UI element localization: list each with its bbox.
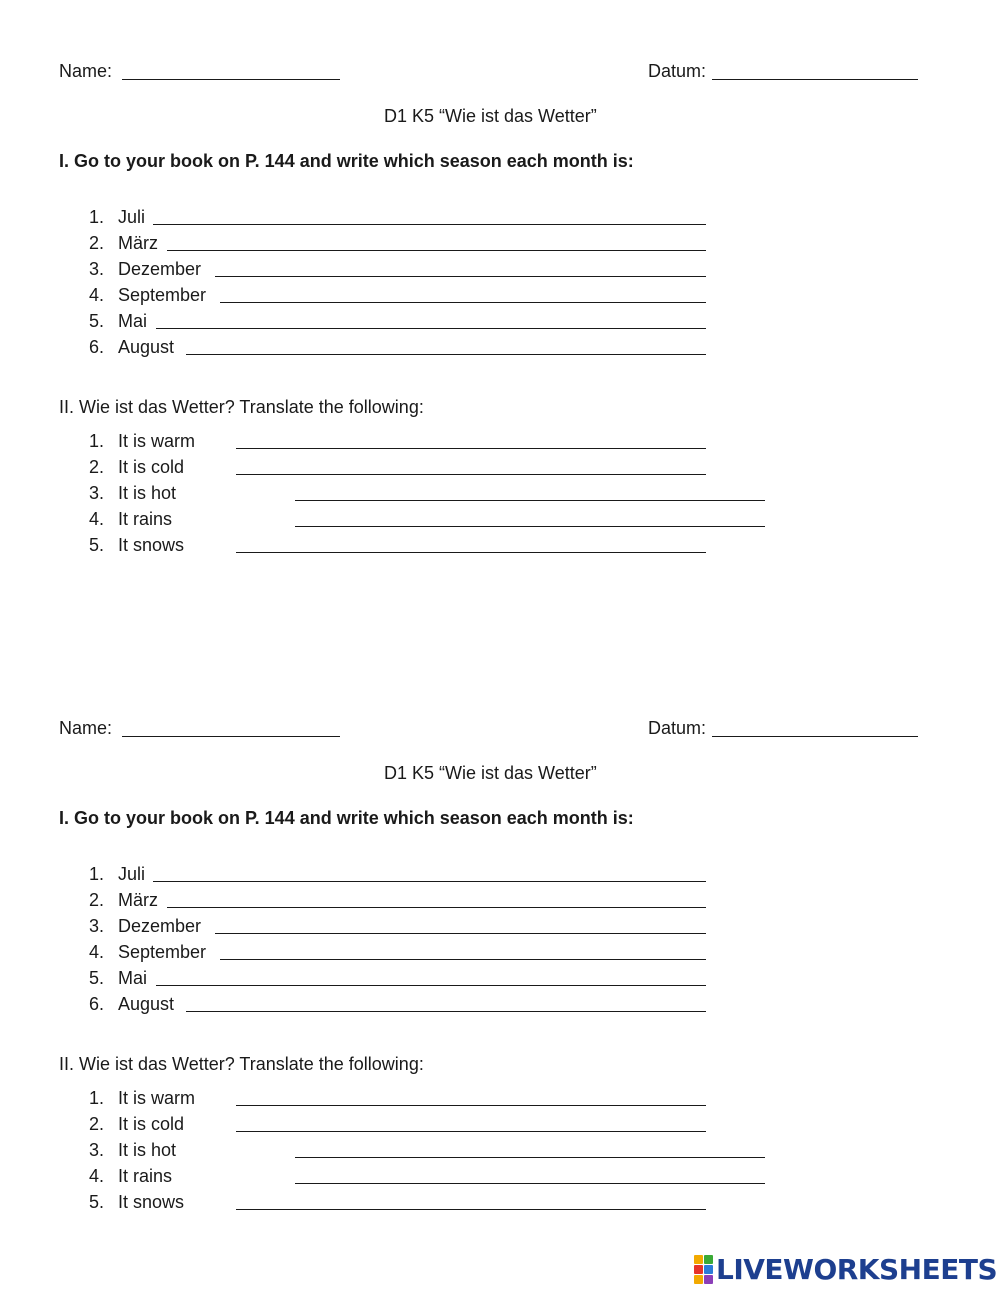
answer-line[interactable] <box>186 354 706 355</box>
phrase-label: It rains <box>118 509 173 529</box>
answer-line[interactable] <box>220 302 706 303</box>
month-label: Mai <box>118 311 148 331</box>
logo-tile <box>694 1275 703 1284</box>
list-number: 1. <box>88 1088 104 1108</box>
list-number: 5. <box>88 311 104 331</box>
name-input-line[interactable] <box>122 736 340 737</box>
month-label: August <box>118 994 175 1014</box>
phrase-label: It is hot <box>118 483 177 503</box>
month-label: März <box>118 890 158 910</box>
phrase-label: It snows <box>118 535 185 555</box>
phrase-label: It rains <box>118 1166 173 1186</box>
phrase-label: It is warm <box>118 431 196 451</box>
list-number: 4. <box>88 285 104 305</box>
list-number: 2. <box>88 233 104 253</box>
answer-line[interactable] <box>236 552 706 553</box>
logo-tile <box>704 1265 713 1274</box>
list-number: 5. <box>88 535 104 555</box>
list-number: 2. <box>88 890 104 910</box>
phrase-label: It is hot <box>118 1140 177 1160</box>
section1-heading: I. Go to your book on P. 144 and write which season each month is: <box>59 808 634 828</box>
answer-line[interactable] <box>220 959 706 960</box>
logo-tile <box>704 1255 713 1264</box>
list-number: 3. <box>88 916 104 936</box>
month-label: Juli <box>118 207 146 227</box>
phrase-label: It is cold <box>118 457 185 477</box>
answer-line[interactable] <box>295 1183 765 1184</box>
list-number: 1. <box>88 864 104 884</box>
list-number: 4. <box>88 1166 104 1186</box>
worksheet-title: D1 K5 “Wie ist das Wetter” <box>384 106 597 126</box>
datum-input-line[interactable] <box>712 79 918 80</box>
answer-line[interactable] <box>236 1209 706 1210</box>
month-label: August <box>118 337 175 357</box>
list-number: 6. <box>88 337 104 357</box>
answer-line[interactable] <box>153 224 706 225</box>
liveworksheets-logo[interactable] <box>694 1252 998 1286</box>
phrase-label: It is warm <box>118 1088 196 1108</box>
answer-line[interactable] <box>236 1105 706 1106</box>
logo-tile <box>694 1255 703 1264</box>
month-label: Juli <box>118 864 146 884</box>
list-number: 3. <box>88 259 104 279</box>
answer-line[interactable] <box>167 907 706 908</box>
section1-heading: I. Go to your book on P. 144 and write which season each month is: <box>59 151 634 171</box>
list-number: 1. <box>88 431 104 451</box>
logo-tile <box>704 1275 713 1284</box>
worksheet-title: D1 K5 “Wie ist das Wetter” <box>384 763 597 783</box>
answer-line[interactable] <box>236 474 706 475</box>
month-label: September <box>118 285 207 305</box>
liveworksheets-logo-icon <box>694 1255 713 1284</box>
list-number: 5. <box>88 1192 104 1212</box>
list-number: 4. <box>88 509 104 529</box>
answer-line[interactable] <box>215 276 706 277</box>
month-label: Mai <box>118 968 148 988</box>
list-number: 4. <box>88 942 104 962</box>
section2-heading: II. Wie ist das Wetter? Translate the following: <box>59 1054 424 1074</box>
answer-line[interactable] <box>295 500 765 501</box>
month-label: Dezember <box>118 916 202 936</box>
phrase-label: It snows <box>118 1192 185 1212</box>
list-number: 3. <box>88 483 104 503</box>
answer-line[interactable] <box>156 985 706 986</box>
list-number: 5. <box>88 968 104 988</box>
logo-tile <box>694 1265 703 1274</box>
list-number: 1. <box>88 207 104 227</box>
datum-label: Datum: <box>648 61 707 81</box>
month-label: Dezember <box>118 259 202 279</box>
answer-line[interactable] <box>236 448 706 449</box>
month-label: September <box>118 942 207 962</box>
answer-line[interactable] <box>153 881 706 882</box>
datum-label: Datum: <box>648 718 707 738</box>
month-label: März <box>118 233 158 253</box>
answer-line[interactable] <box>295 1157 765 1158</box>
answer-line[interactable] <box>295 526 765 527</box>
answer-line[interactable] <box>215 933 706 934</box>
list-number: 6. <box>88 994 104 1014</box>
name-label: Name: <box>59 718 113 738</box>
answer-line[interactable] <box>236 1131 706 1132</box>
answer-line[interactable] <box>186 1011 706 1012</box>
phrase-label: It is cold <box>118 1114 185 1134</box>
datum-input-line[interactable] <box>712 736 918 737</box>
list-number: 2. <box>88 457 104 477</box>
answer-line[interactable] <box>156 328 706 329</box>
section2-heading: II. Wie ist das Wetter? Translate the following: <box>59 397 424 417</box>
list-number: 2. <box>88 1114 104 1134</box>
name-label: Name: <box>59 61 113 81</box>
name-input-line[interactable] <box>122 79 340 80</box>
list-number: 3. <box>88 1140 104 1160</box>
logo-text: LIVEWORKSHEETS <box>716 1252 998 1286</box>
answer-line[interactable] <box>167 250 706 251</box>
